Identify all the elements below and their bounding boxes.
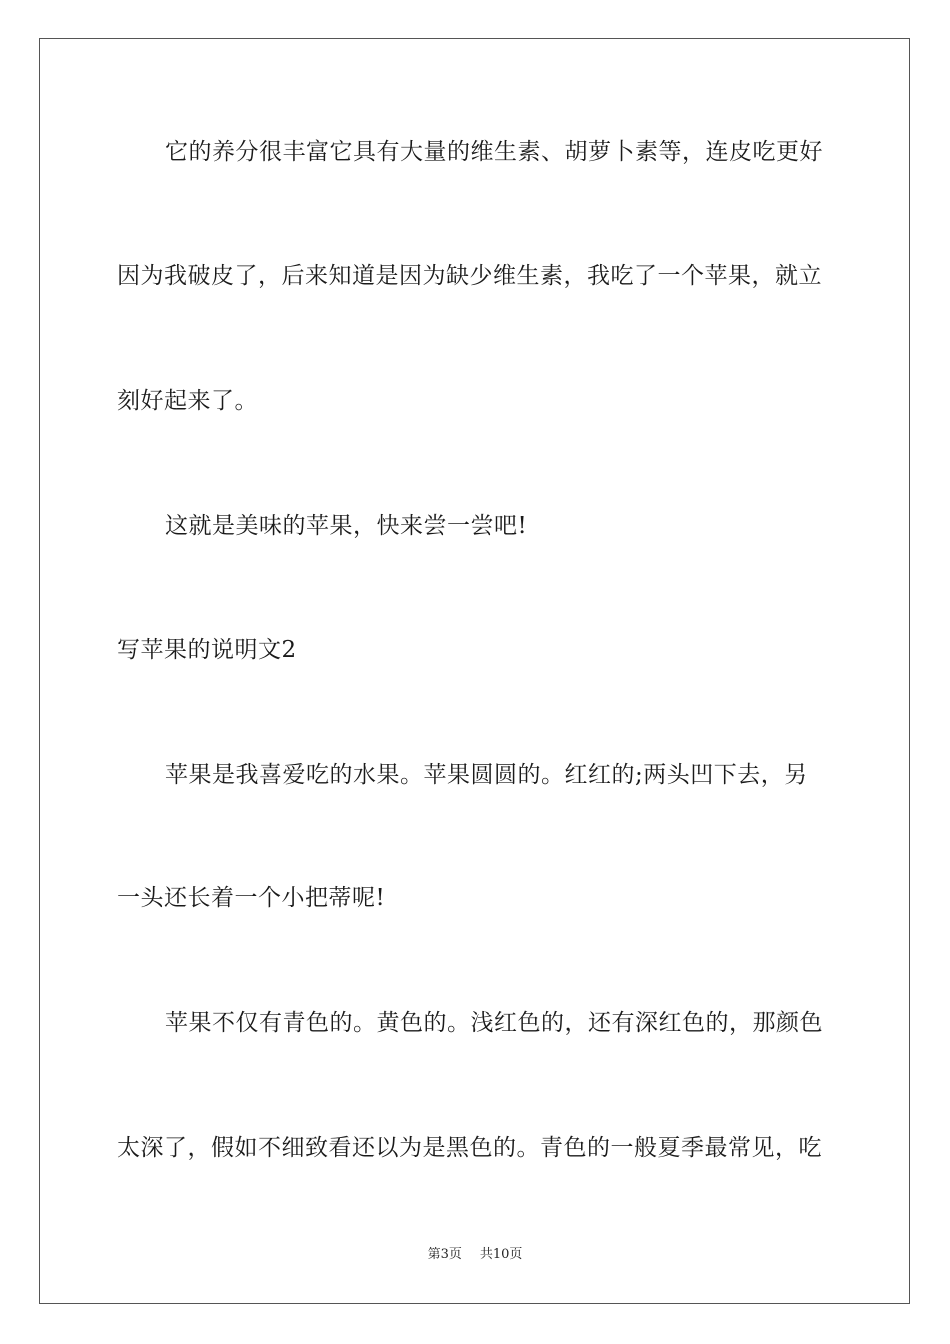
page-border (39, 38, 910, 1304)
paragraph-line: 刻好起来了。 (117, 388, 258, 414)
paragraph-line: 苹果是我喜爱吃的水果。苹果圆圆的。红红的;两头凹下去，另 (165, 762, 808, 788)
paragraph-line: 这就是美味的苹果，快来尝一尝吧! (165, 513, 528, 539)
paragraph-line: 因为我破皮了，后来知道是因为缺少维生素，我吃了一个苹果，就立 (117, 263, 822, 289)
paragraph-line: 苹果不仅有青色的。黄色的。浅红色的，还有深红色的，那颜色 (165, 1010, 823, 1036)
page-total: 共10页 (479, 1247, 523, 1262)
paragraph-line: 一头还长着一个小把蒂呢! (117, 885, 386, 911)
section-heading: 写苹果的说明文2 (117, 637, 297, 663)
paragraph-line: 它的养分很丰富它具有大量的维生素、胡萝卜素等，连皮吃更好 (165, 139, 823, 165)
page-footer (0, 1246, 950, 1264)
paragraph-line: 太深了，假如不细致看还以为是黑色的。青色的一般夏季最常见，吃 (117, 1135, 822, 1161)
page-number: 第3页 (427, 1247, 462, 1262)
